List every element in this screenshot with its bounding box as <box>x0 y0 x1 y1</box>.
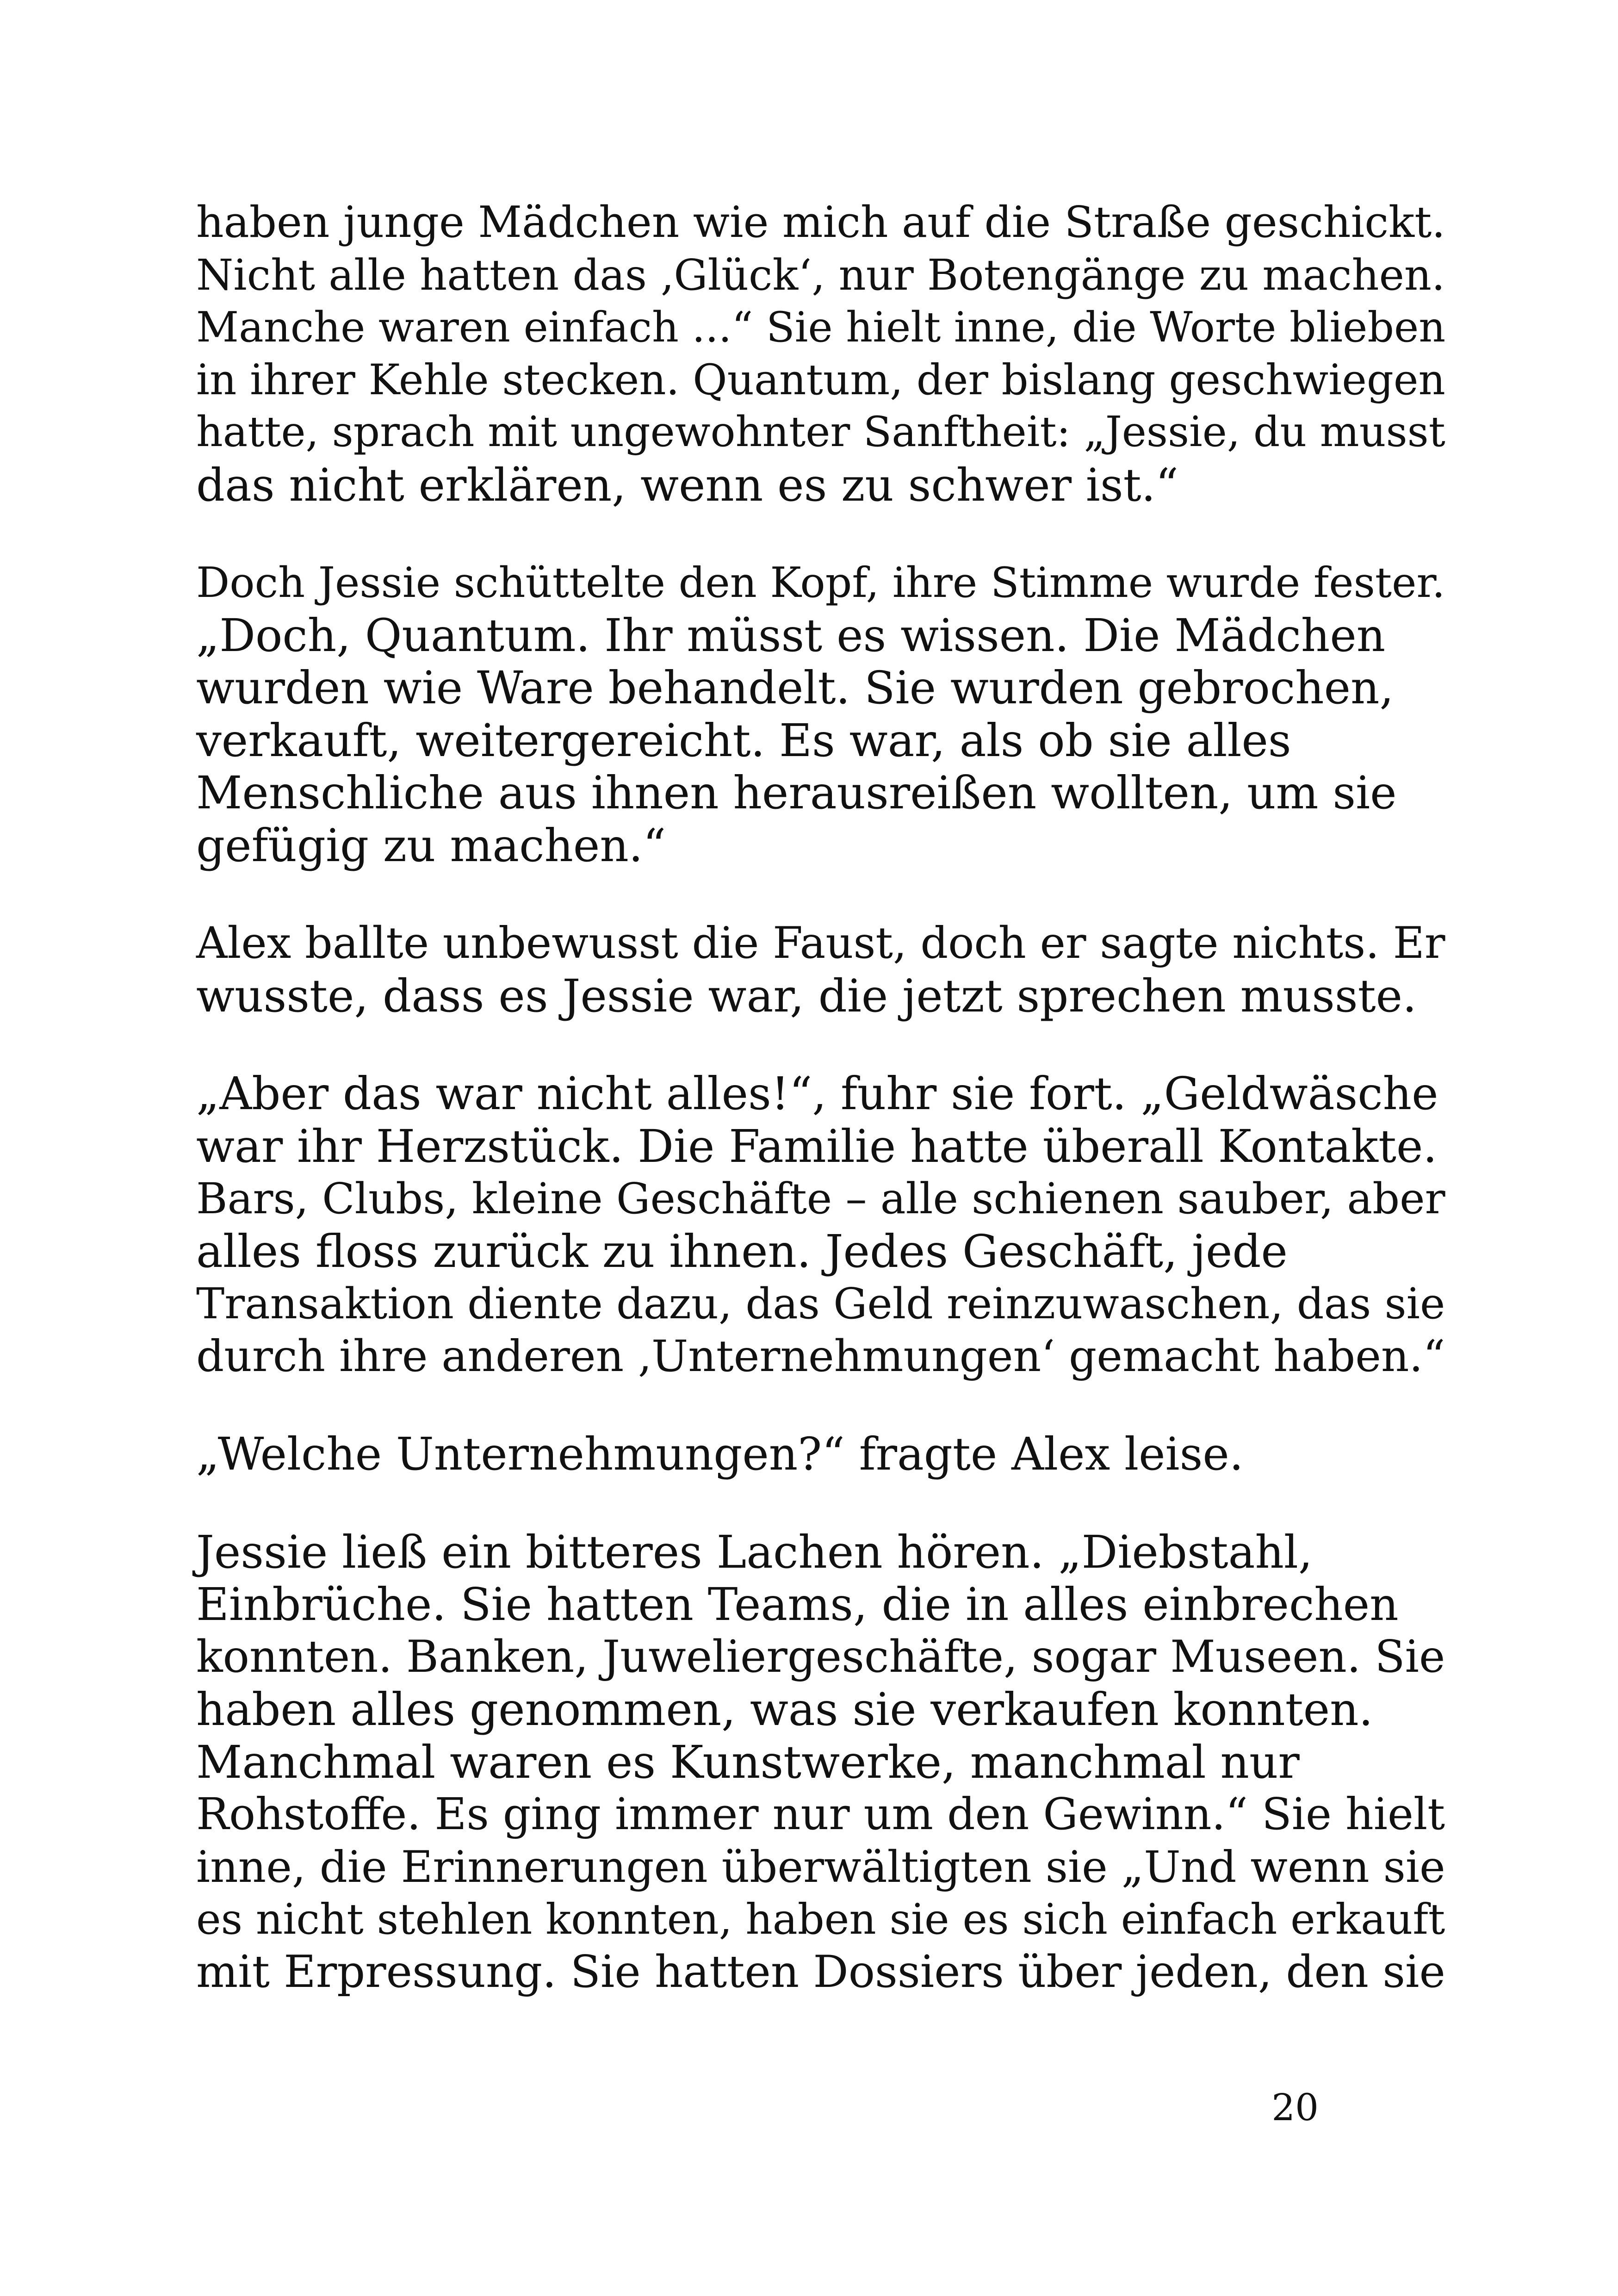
text-line: Manche waren einfach ...“ Sie hielt inne, die Worte blieben <box>196 303 1446 352</box>
text-line: „Aber das war nicht alles!“, fuhr sie fort. „Geldwäsche <box>196 1067 1438 1120</box>
text-line: alles floss zurück zu ihnen. Jedes Geschäft, jede <box>196 1225 1288 1278</box>
text-line: es nicht stehlen konnten, haben sie es sich einfach erkauft <box>196 1895 1445 1944</box>
text-line: haben junge Mädchen wie mich auf die Straße geschickt. <box>196 197 1445 247</box>
paragraph <box>196 1428 1445 1481</box>
text-line: wusste, dass es Jessie war, die jetzt sprechen musste. <box>196 969 1417 1022</box>
text-line: war ihr Herzstück. Die Familie hatte überall Kontakte. <box>196 1120 1438 1173</box>
text-line: Transaktion diente dazu, das Geld reinzuwaschen, das sie <box>196 1279 1445 1328</box>
text-line: Einbrüche. Sie hatten Teams, die in alles einbrechen <box>196 1578 1399 1631</box>
body-text <box>196 196 1445 2044</box>
text-line: Menschliche aus ihnen herausreißen wollten, um sie <box>196 767 1397 819</box>
text-line: Doch Jessie schüttelte den Kopf, ihre Stimme wurde fester. <box>196 558 1445 607</box>
text-line: wurden wie Ware behandelt. Sie wurden gebrochen, <box>196 662 1394 714</box>
text-line: konnten. Banken, Juweliergeschäfte, sogar Museen. Sie <box>196 1631 1445 1682</box>
text-line: „Doch, Quantum. Ihr müsst es wissen. Die Mädchen <box>196 609 1386 662</box>
text-line: hatte, sprach mit ungewohnter Sanftheit: „Jessie, du musst <box>196 408 1445 456</box>
text-line: inne, die Erinnerungen überwältigten sie „Und wenn sie <box>196 1842 1445 1893</box>
paragraph <box>196 917 1445 1022</box>
text-line: mit Erpressung. Sie hatten Dossiers über jeden, den sie <box>196 1946 1445 1998</box>
text-line: haben alles genommen, was sie verkaufen konnten. <box>196 1683 1373 1736</box>
text-line: das nicht erklären, wenn es zu schwer ist.“ <box>196 459 1179 511</box>
text-line: Alex ballte unbewusst die Faust, doch er sagte nichts. Er <box>196 918 1445 968</box>
text-line: durch ihre anderen ‚Unternehmungen‘ gemacht haben.“ <box>196 1331 1445 1382</box>
page-number: 20 <box>1271 2086 1319 2129</box>
text-line: verkauft, weitergereicht. Es war, als ob sie alles <box>196 714 1291 767</box>
text-line: Bars, Clubs, kleine Geschäfte – alle schienen sauber, aber <box>196 1174 1445 1223</box>
paragraph <box>196 1067 1445 1383</box>
text-line: „Welche Unternehmungen?“ fragte Alex leise. <box>196 1428 1244 1480</box>
text-line: Rohstoffe. Es ging immer nur um den Gewinn.“ Sie hielt <box>196 1789 1445 1840</box>
text-line: gefügig zu machen.“ <box>196 819 666 872</box>
paragraph <box>196 557 1445 872</box>
text-line: in ihrer Kehle stecken. Quantum, der bislang geschwiegen <box>196 355 1445 404</box>
paragraph <box>196 196 1445 511</box>
paragraph <box>196 1526 1445 1999</box>
text-line: Jessie ließ ein bitteres Lachen hören. „Diebstahl, <box>196 1526 1313 1578</box>
text-line: Nicht alle hatten das ‚Glück‘, nur Botengänge zu machen. <box>196 250 1445 300</box>
text-line: Manchmal waren es Kunstwerke, manchmal nur <box>196 1736 1300 1788</box>
